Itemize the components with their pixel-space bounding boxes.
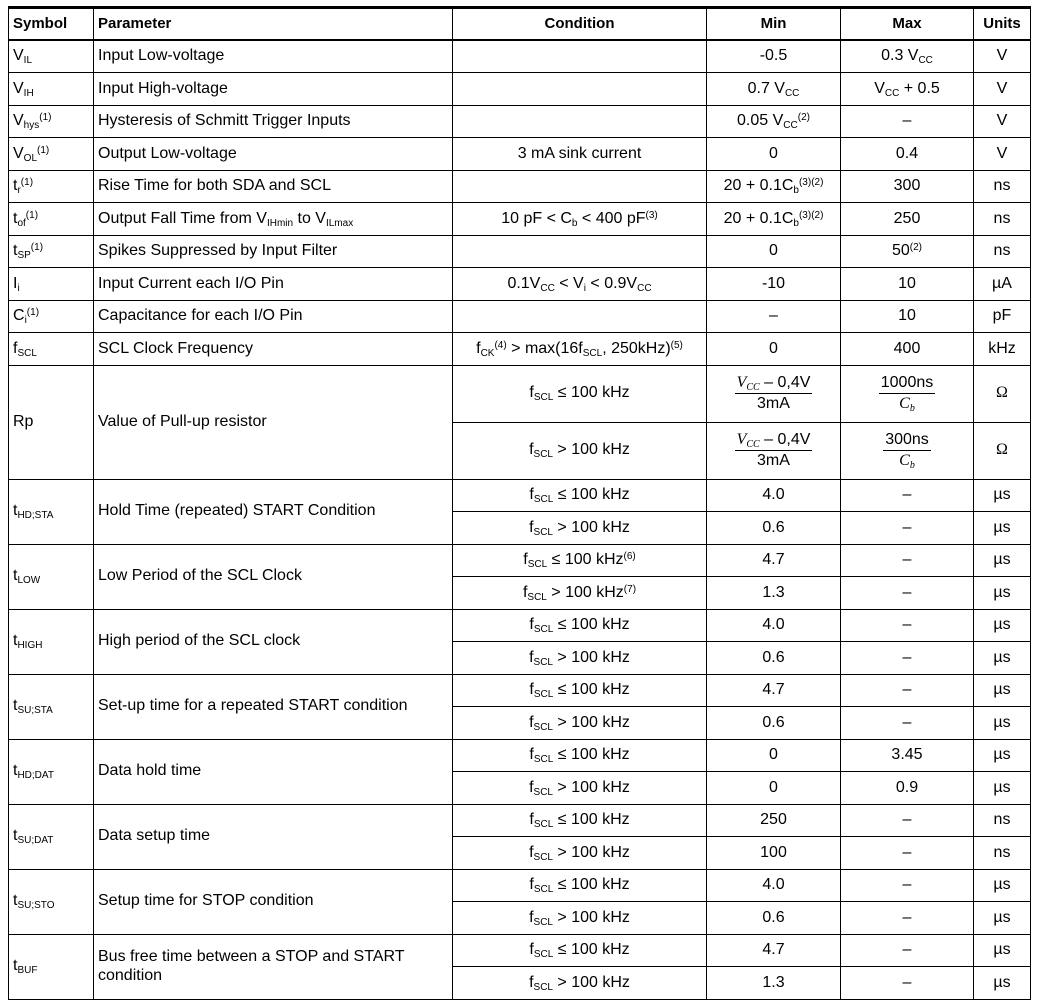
min-cell: 0.6 xyxy=(707,642,841,675)
header-row xyxy=(9,8,1031,41)
header-condition: Condition xyxy=(453,8,707,41)
condition-cell: $f_{SCL} \le 100$ kHz xyxy=(453,365,707,422)
unit-cell: µs xyxy=(974,707,1031,740)
max-cell: – xyxy=(841,105,974,138)
unit-cell: pF xyxy=(974,300,1031,333)
max-cell: – xyxy=(841,479,974,512)
table-row xyxy=(9,73,1031,106)
max-cell: – xyxy=(841,902,974,935)
max-cell: – xyxy=(841,967,974,1000)
parameter-cell: Output Low-voltage xyxy=(94,138,453,171)
table-row xyxy=(9,365,1031,422)
min-cell: -10 xyxy=(707,268,841,301)
condition-cell: $f_{SCL} \le 100$ kHz xyxy=(453,739,707,772)
condition-cell: $f_{SCL} > 100$ kHz xyxy=(453,422,707,479)
parameter-cell: Capacitance for each I/O Pin xyxy=(94,300,453,333)
condition-cell: $f_{SCL} > 100$ kHz xyxy=(453,837,707,870)
min-cell: – xyxy=(707,300,841,333)
table-row xyxy=(9,934,1031,967)
min-cell: -0.5 xyxy=(707,40,841,73)
parameter-cell: Setup time for STOP condition xyxy=(94,869,453,934)
max-cell: 50$^{(2)}$ xyxy=(841,235,974,268)
symbol-cell: $t_{SU;DAT}$ xyxy=(9,804,94,869)
unit-cell: µs xyxy=(974,544,1031,577)
table-row xyxy=(9,138,1031,171)
unit-cell: µs xyxy=(974,967,1031,1000)
max-cell xyxy=(841,365,974,422)
header-symbol: Symbol xyxy=(9,8,94,41)
min-cell: 0.05 $V_{CC}^{(2)}$ xyxy=(707,105,841,138)
parameter-cell: SCL Clock Frequency xyxy=(94,333,453,366)
symbol-cell: $t_{HD;STA}$ xyxy=(9,479,94,544)
unit-cell: µs xyxy=(974,869,1031,902)
symbol-cell: $t_{SP}^{(1)}$ xyxy=(9,235,94,268)
min-cell: 0.6 xyxy=(707,512,841,545)
table-row xyxy=(9,674,1031,707)
condition-cell: $f_{SCL} > 100$ kHz$^{(7)}$ xyxy=(453,577,707,610)
condition-cell: $f_{CK}^{(4)} > \max(16f_{SCL}$, 250kHz)$^{(5)}$ xyxy=(453,333,707,366)
min-cell: 0 xyxy=(707,235,841,268)
unit-cell: µs xyxy=(974,642,1031,675)
symbol-cell: Rp xyxy=(9,365,94,479)
unit-cell: µs xyxy=(974,739,1031,772)
condition-cell: $f_{SCL} \le 100$ kHz xyxy=(453,479,707,512)
header-min: Min xyxy=(707,8,841,41)
unit-cell: µs xyxy=(974,512,1031,545)
max-cell: – xyxy=(841,707,974,740)
max-cell: – xyxy=(841,869,974,902)
condition-cell: $f_{SCL} > 100$ kHz xyxy=(453,642,707,675)
parameter-cell: Input High-voltage xyxy=(94,73,453,106)
unit-cell: µs xyxy=(974,772,1031,805)
unit-cell: µs xyxy=(974,479,1031,512)
min-cell: $20 + 0.1C_b^{(3)(2)}$ xyxy=(707,170,841,203)
condition-cell xyxy=(453,105,707,138)
symbol-cell: $t_{SU;STA}$ xyxy=(9,674,94,739)
max-cell: – xyxy=(841,609,974,642)
symbol-cell: $C_i^{(1)}$ xyxy=(9,300,94,333)
table-row xyxy=(9,268,1031,301)
unit-cell: V xyxy=(974,105,1031,138)
min-cell xyxy=(707,365,841,422)
header-parameter: Parameter xyxy=(94,8,453,41)
max-cell: 300 xyxy=(841,170,974,203)
table-row xyxy=(9,869,1031,902)
min-cell: 4.7 xyxy=(707,934,841,967)
max-cell: 0.9 xyxy=(841,772,974,805)
condition-cell: $f_{SCL} \le 100$ kHz$^{(6)}$ xyxy=(453,544,707,577)
unit-cell: V xyxy=(974,40,1031,73)
max-cell xyxy=(841,422,974,479)
condition-cell: $f_{SCL} > 100$ kHz xyxy=(453,512,707,545)
condition-cell: $f_{SCL} \le 100$ kHz xyxy=(453,869,707,902)
table-row xyxy=(9,479,1031,512)
header-max: Max xyxy=(841,8,974,41)
max-cell: – xyxy=(841,804,974,837)
parameter-cell: Hold Time (repeated) START Condition xyxy=(94,479,453,544)
min-cell: 0 xyxy=(707,739,841,772)
max-cell: – xyxy=(841,642,974,675)
condition-cell: $f_{SCL} > 100$ kHz xyxy=(453,967,707,1000)
parameter-cell: Data hold time xyxy=(94,739,453,804)
parameter-cell: Rise Time for both SDA and SCL xyxy=(94,170,453,203)
unit-cell: ns xyxy=(974,235,1031,268)
symbol-cell: $V_{IH}$ xyxy=(9,73,94,106)
max-cell: 0.3 $V_{CC}$ xyxy=(841,40,974,73)
unit-cell: ns xyxy=(974,203,1031,236)
parameter-cell: Value of Pull-up resistor xyxy=(94,365,453,479)
symbol-cell: $V_{IL}$ xyxy=(9,40,94,73)
table-row xyxy=(9,609,1031,642)
min-cell: 0 xyxy=(707,138,841,171)
table-row xyxy=(9,105,1031,138)
parameter-cell: Input Low-voltage xyxy=(94,40,453,73)
parameter-cell: Data setup time xyxy=(94,804,453,869)
min-cell: 4.7 xyxy=(707,544,841,577)
min-cell: 1.3 xyxy=(707,967,841,1000)
condition-cell: $f_{SCL} \le 100$ kHz xyxy=(453,609,707,642)
unit-cell: µA xyxy=(974,268,1031,301)
symbol-cell: $t_{BUF}$ xyxy=(9,934,94,999)
min-cell: 0.6 xyxy=(707,902,841,935)
unit-cell: µs xyxy=(974,609,1031,642)
parameter-cell: Hysteresis of Schmitt Trigger Inputs xyxy=(94,105,453,138)
parameter-cell: Spikes Suppressed by Input Filter xyxy=(94,235,453,268)
condition-cell: $f_{SCL} \le 100$ kHz xyxy=(453,804,707,837)
fraction: $\frac{300ns}{C_b}$ xyxy=(885,430,929,471)
max-cell: – xyxy=(841,674,974,707)
condition-cell xyxy=(453,300,707,333)
max-cell: 3.45 xyxy=(841,739,974,772)
fraction: $\frac{V_{CC} - 0,4V}{3mA}$ xyxy=(736,430,811,469)
condition-cell: $f_{SCL} > 100$ kHz xyxy=(453,707,707,740)
max-cell: – xyxy=(841,544,974,577)
symbol-cell: $t_{SU;STO}$ xyxy=(9,869,94,934)
condition-cell xyxy=(453,235,707,268)
unit-cell: µs xyxy=(974,674,1031,707)
max-cell: 250 xyxy=(841,203,974,236)
symbol-cell: $t_{LOW}$ xyxy=(9,544,94,609)
symbol-cell: $I_i$ xyxy=(9,268,94,301)
min-cell: 4.7 xyxy=(707,674,841,707)
symbol-cell: $V_{OL}^{(1)}$ xyxy=(9,138,94,171)
condition-cell xyxy=(453,170,707,203)
condition-cell: 3 mA sink current xyxy=(453,138,707,171)
fraction: $\frac{1000ns}{C_b}$ xyxy=(880,373,934,414)
parameter-cell: Bus free time between a STOP and START condition xyxy=(94,934,453,999)
min-cell: 1.3 xyxy=(707,577,841,610)
parameter-cell: Low Period of the SCL Clock xyxy=(94,544,453,609)
min-cell: 0 xyxy=(707,772,841,805)
condition-cell: $f_{SCL} \le 100$ kHz xyxy=(453,674,707,707)
symbol-cell: $t_r^{(1)}$ xyxy=(9,170,94,203)
min-cell: 0.7 $V_{CC}$ xyxy=(707,73,841,106)
parameter-cell: Input Current each I/O Pin xyxy=(94,268,453,301)
table-row xyxy=(9,300,1031,333)
unit-cell: µs xyxy=(974,902,1031,935)
timing-section xyxy=(9,479,1031,999)
table-row xyxy=(9,203,1031,236)
max-cell: 0.4 xyxy=(841,138,974,171)
unit-cell: ns xyxy=(974,804,1031,837)
unit-cell: Ω xyxy=(974,422,1031,479)
parameter-cell: High period of the SCL clock xyxy=(94,609,453,674)
min-cell: $20 + 0.1C_b^{(3)(2)}$ xyxy=(707,203,841,236)
table-row xyxy=(9,544,1031,577)
fraction: $\frac{V_{CC} - 0,4V}{3mA}$ xyxy=(736,373,811,412)
table-row xyxy=(9,170,1031,203)
max-cell: – xyxy=(841,577,974,610)
min-cell: 4.0 xyxy=(707,869,841,902)
header-units: Units xyxy=(974,8,1031,41)
max-cell: 400 xyxy=(841,333,974,366)
unit-cell: V xyxy=(974,73,1031,106)
symbol-cell: $V_{hys}^{(1)}$ xyxy=(9,105,94,138)
min-cell: 4.0 xyxy=(707,609,841,642)
condition-cell: 10 pF < $C_b < 400$ $pF^{(3)}$ xyxy=(453,203,707,236)
min-cell: 4.0 xyxy=(707,479,841,512)
condition-cell: $0.1V_{CC} < V_i < 0.9V_{CC}$ xyxy=(453,268,707,301)
table-row xyxy=(9,739,1031,772)
condition-cell: $f_{SCL} > 100$ kHz xyxy=(453,902,707,935)
symbol-cell: $t_{HD;DAT}$ xyxy=(9,739,94,804)
max-cell: $V_{CC} + 0.5$ xyxy=(841,73,974,106)
table-row xyxy=(9,40,1031,73)
unit-cell: V xyxy=(974,138,1031,171)
max-cell: – xyxy=(841,837,974,870)
unit-cell: Ω xyxy=(974,365,1031,422)
symbol-cell: $t_{of}^{(1)}$ xyxy=(9,203,94,236)
max-cell: 10 xyxy=(841,268,974,301)
min-cell xyxy=(707,422,841,479)
max-cell: 10 xyxy=(841,300,974,333)
unit-cell: ns xyxy=(974,170,1031,203)
table-row xyxy=(9,235,1031,268)
unit-cell: µs xyxy=(974,577,1031,610)
unit-cell: ns xyxy=(974,837,1031,870)
unit-cell: kHz xyxy=(974,333,1031,366)
table-row xyxy=(9,333,1031,366)
max-cell: – xyxy=(841,512,974,545)
unit-cell: µs xyxy=(974,934,1031,967)
condition-cell: $f_{SCL} \le 100$ kHz xyxy=(453,934,707,967)
symbol-cell: $f_{SCL}$ xyxy=(9,333,94,366)
parameter-cell: Set-up time for a repeated START condition xyxy=(94,674,453,739)
min-cell: 0 xyxy=(707,333,841,366)
max-cell: – xyxy=(841,934,974,967)
min-cell: 250 xyxy=(707,804,841,837)
parameter-cell: Output Fall Time from $V_{IHmin}$ to $V_{ILmax}$ xyxy=(94,203,453,236)
condition-cell: $f_{SCL} > 100$ kHz xyxy=(453,772,707,805)
table-row xyxy=(9,804,1031,837)
min-cell: 0.6 xyxy=(707,707,841,740)
electrical-characteristics-table xyxy=(8,6,1031,1000)
condition-cell xyxy=(453,73,707,106)
condition-cell xyxy=(453,40,707,73)
symbol-cell: $t_{HIGH}$ xyxy=(9,609,94,674)
min-cell: 100 xyxy=(707,837,841,870)
